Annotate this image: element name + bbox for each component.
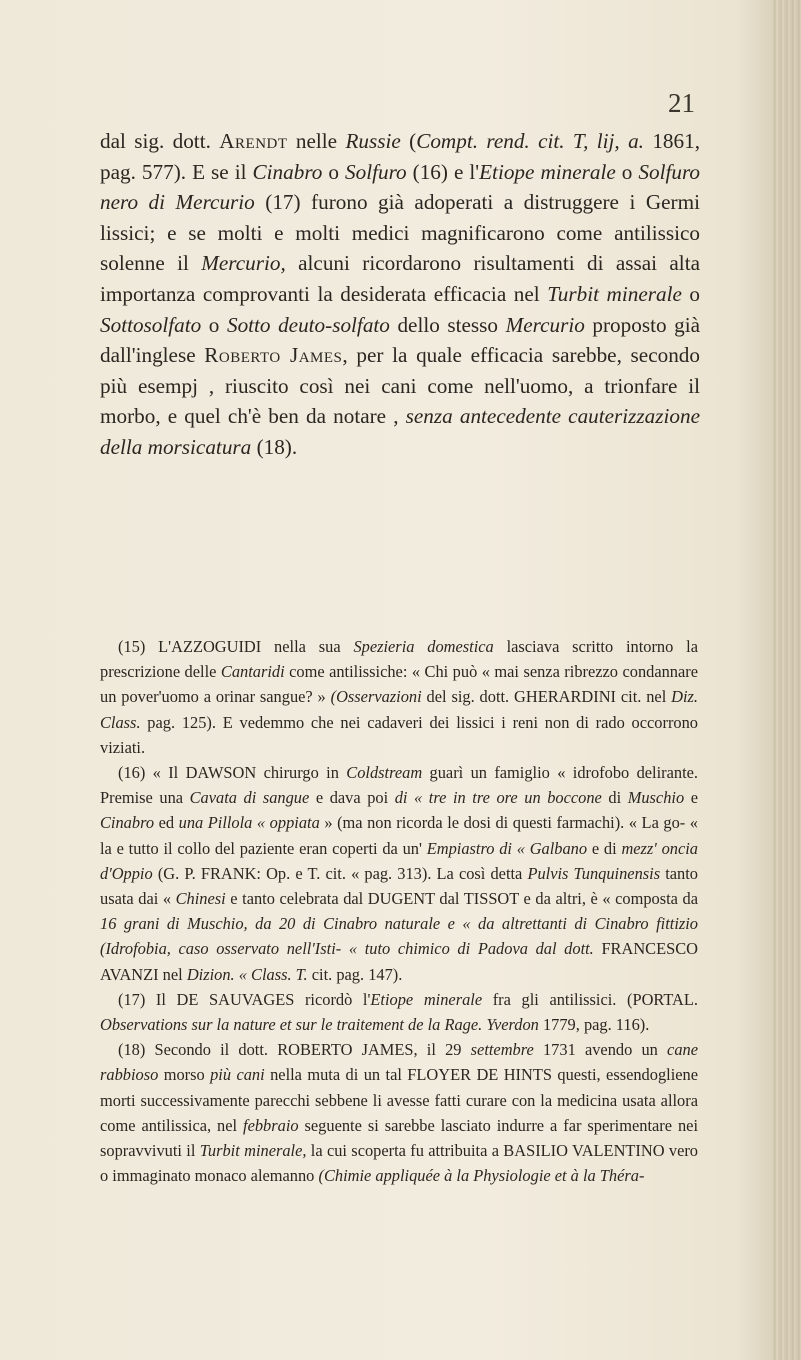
footnotes — [100, 634, 698, 1188]
footnote-17: (17) Il DE SAUVAGES ricordò l'Etiope minerale fra gli antilissici. (PORTAL. Observations sur la nature et sur le traitement de la Rage. Yverdon 1779, pag. 116). — [100, 989, 698, 1035]
footnote-18: (18) Secondo il dott. ROBERTO JAMES, il 29 settembre 1731 avendo un cane rabbioso morso più cani nella muta di un tal FLOYER DE HINTS questi, essendogliene morti successivamente parecchi sebbene li avesse fatti curare con la medicina usata allora come antilissica, nel febbraio seguente si sarebbe lasciato indurre a far sperimentare nei sopravvivuti il Turbit minerale, la cui scoperta fu attribuita a BASILIO VALENTINO vero o immaginato monaco alemanno (Chimie appliquée à la Physiologie et à la Théra- — [100, 1040, 698, 1186]
author-name: Arendt — [219, 129, 288, 153]
main-text — [100, 126, 700, 463]
author-name: Roberto James — [204, 343, 343, 368]
page-edge — [773, 0, 801, 1360]
footnote-15: (15) L'AZZOGUIDI nella sua Spezieria domestica lasciava scritto intorno la prescrizione delle Cantaridi come antilissiche: « Chi può « mai senza ribrezzo condannare un pover'uomo a orinar sangue? » (Osservazioni del sig. dott. GHERARDINI cit. nel Diz. Class. pag. 125). E vedemmo che nei cadaveri dei lissici i reni non di rado occorrono viziati. — [100, 637, 699, 757]
main-paragraph: dal sig. dott. Arendt nelle Russie (Compt. rend. cit. T, lij, a. 1861, pag. 577). E se il Cinabro o Solfuro (16) e l'Etiope minerale o Solfuro nero di Mercurio (17) furono già adoperati a distruggere i Germi lissici; e se molti e molti medici magnificarono come antilissico solenne il Mercurio, alcuni ricordarono risultamenti di assai alta importanza comprovanti la desiderata efficacia nel Turbit minerale o Sottosolfato o Sotto deuto-solfato dello stesso Mercurio proposto già dall'inglese Roberto James, per la quale efficacia sarebbe, secondo più esempj , riuscito così nei cani come nell'uomo, a trionfare il morbo, e quel ch'è ben da notare , senza antecedente cauterizzazione della morsicatura (18). — [100, 129, 701, 459]
page-number: 21 — [668, 88, 695, 118]
footnote-16: (16) « Il DAWSON chirurgo in Coldstream guarì un famiglio « idrofobo delirante. Premise una Cavata di sangue e dava poi di « tre in tre ore un boccone di Muschio e Cinabro ed una Pillola « oppiata » (ma non ricorda le dosi di questi farmachi). « La go- « la e tutto il collo del paziente eran coperti da un' Empiastro di « Galbano e di mezz' oncia d'Oppio (G. P. FRANK: Op. e T. cit. « pag. 313). La così detta Pulvis Tunquinensis tanto usata dai « Chinesi e tanto celebrata dal DUGENT dal TISSOT e da altri, è « composta da 16 grani di Muschio, da 20 di Cinabro naturale e « da altrettanti di Cinabro fittizio (Idrofobia, caso osservato nell'Isti- « tuto chimico di Padova dal dott. FRANCESCO AVANZI nel Dizion. « Class. T. cit. pag. 147). — [100, 763, 699, 984]
